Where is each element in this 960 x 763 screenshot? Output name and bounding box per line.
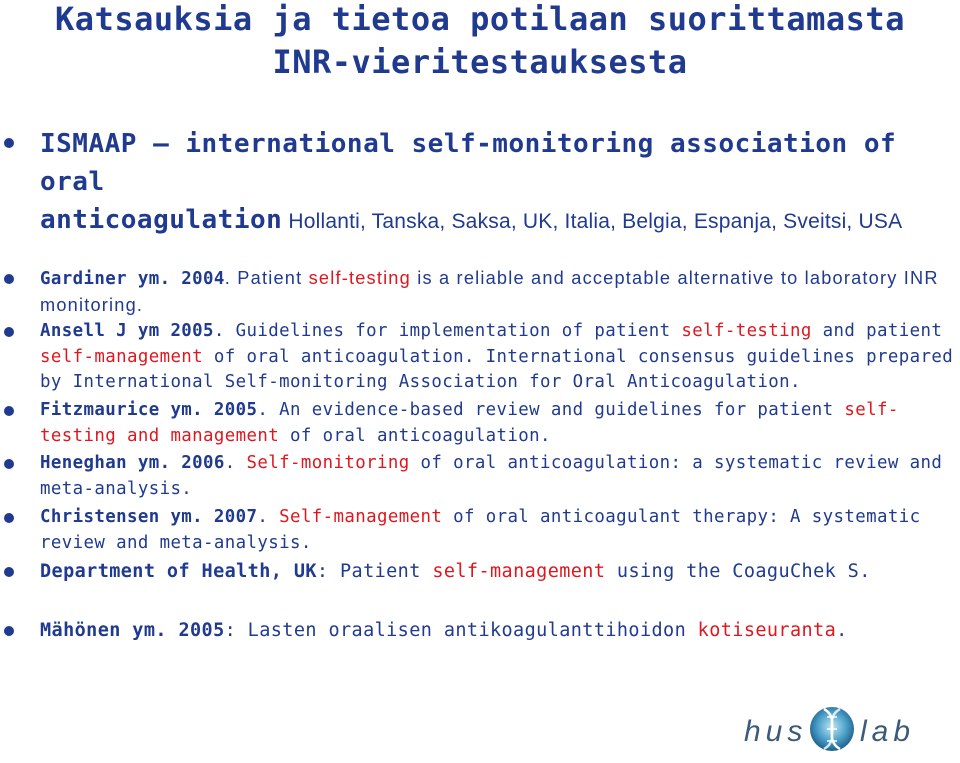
highlight-term: Self-monitoring bbox=[246, 453, 410, 473]
dna-helix-icon bbox=[810, 707, 854, 751]
logo-text-right: lab bbox=[860, 715, 916, 748]
bullet-icon bbox=[4, 327, 14, 337]
title-line-2: INR-vieritestauksesta bbox=[272, 43, 688, 81]
highlight-term: self-testing bbox=[308, 268, 411, 288]
ismaap-name-2: anticoagulation bbox=[40, 205, 283, 235]
reference-item: Heneghan ym. 2006. Self-monitoring of oral anticoagulation: a systematic review and meta-analysis. bbox=[40, 453, 943, 499]
highlight-term: Self-management bbox=[279, 507, 443, 527]
reference-item: Fitzmaurice ym. 2005. An evidence-based review and guidelines for patient self-testing and management of oral anticoagulation. bbox=[40, 400, 899, 446]
reference-author: Heneghan ym. 2006 bbox=[40, 453, 225, 473]
reference-author: Department of Health, UK bbox=[40, 561, 317, 582]
ismaap-name: ISMAAP – international self-monitoring association of oral bbox=[40, 129, 897, 197]
highlight-term: self-testing and management bbox=[40, 400, 899, 446]
ismaap-countries: Hollanti, Tanska, Saksa, UK, Italia, Belgia, Espanja, Sveitsi, USA bbox=[282, 210, 903, 233]
reference-item: Christensen ym. 2007. Self-management of oral anticoagulant therapy: A systematic review and meta-analysis. bbox=[40, 507, 921, 553]
reference-author: Mähönen ym. 2005 bbox=[40, 620, 225, 641]
reference-item: Ansell J ym 2005. Guidelines for implementation of patient self-testing and patient self-management of oral anticoagulation. International consensus guidelines prepared by International Self-monitoring Association for Oral Anticoagulation. bbox=[40, 321, 954, 392]
bullet-icon bbox=[4, 626, 14, 636]
reference-author: Fitzmaurice ym. 2005 bbox=[40, 400, 258, 420]
reference-item: Gardiner ym. 2004. Patient self-testing is a reliable and acceptable alternative to laboratory INR monitoring. bbox=[40, 268, 939, 315]
reference-author: Ansell J ym 2005 bbox=[40, 321, 214, 341]
reference-item: Mähönen ym. 2005: Lasten oraalisen antikoagulanttihoidon kotiseuranta. bbox=[40, 620, 848, 641]
highlight-term: self-testing bbox=[681, 321, 812, 341]
huslab-logo bbox=[738, 699, 938, 759]
title-line-1: Katsauksia ja tietoa potilaan suorittamasta bbox=[55, 0, 905, 38]
highlight-term: self-management bbox=[432, 561, 606, 582]
reference-author: Gardiner ym. 2004 bbox=[40, 269, 225, 289]
logo-text-left: hus bbox=[744, 715, 808, 748]
bullet-icon bbox=[4, 567, 14, 577]
highlight-term: kotiseuranta bbox=[697, 620, 837, 641]
bullet-icon bbox=[4, 513, 14, 523]
highlight-term: self-management bbox=[40, 346, 204, 367]
reference-item: Department of Health, UK: Patient self-management using the CoaguChek S. bbox=[40, 561, 871, 582]
reference-author: Christensen ym. 2007 bbox=[40, 507, 258, 527]
bullet-icon bbox=[4, 138, 14, 148]
bullet-icon bbox=[4, 459, 14, 469]
page-title bbox=[0, 0, 960, 84]
ismaap-item bbox=[40, 125, 958, 240]
bullet-icon bbox=[4, 274, 14, 284]
bullet-icon bbox=[4, 406, 14, 416]
